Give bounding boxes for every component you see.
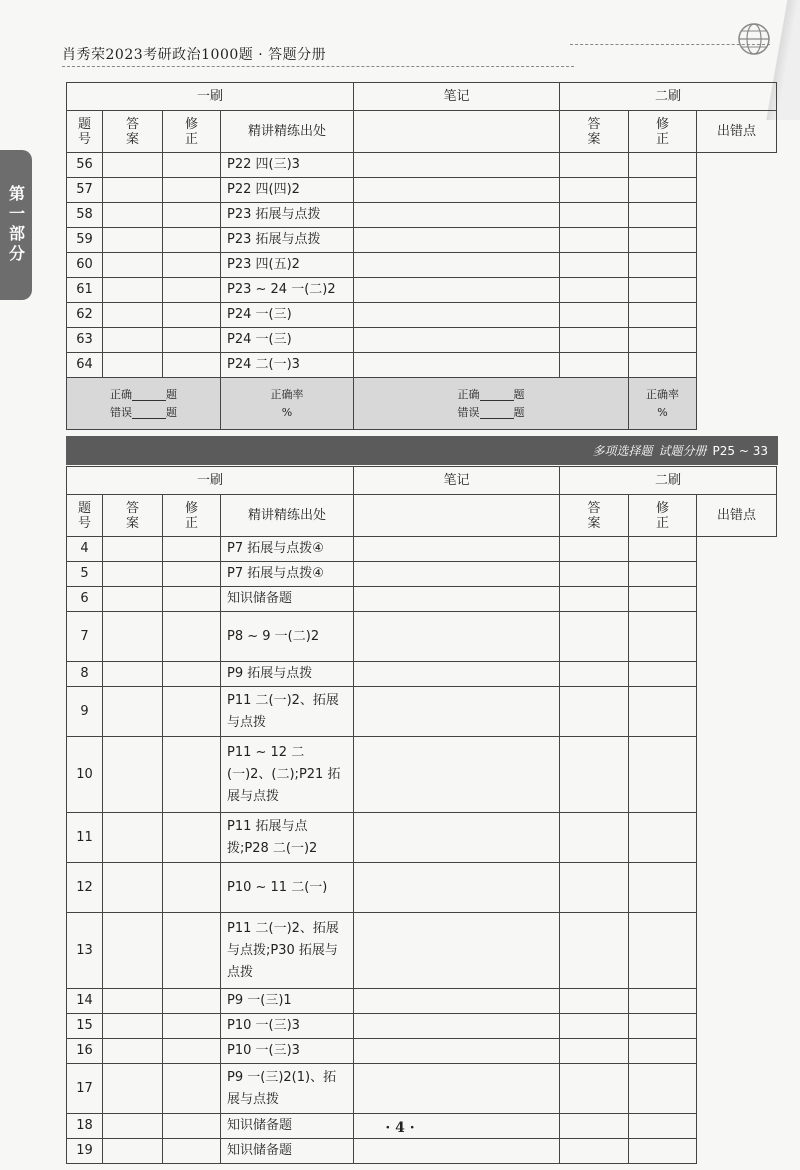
answer-cell-2[interactable] <box>354 1139 560 1164</box>
answer-cell[interactable] <box>103 687 163 737</box>
answer-cell[interactable] <box>103 1064 163 1114</box>
correction-cell[interactable] <box>163 1039 221 1064</box>
correction-cell-2[interactable] <box>560 178 629 203</box>
correction-cell[interactable] <box>163 587 221 612</box>
answer-cell-2[interactable] <box>354 203 560 228</box>
correction-cell[interactable] <box>163 203 221 228</box>
table-row <box>67 587 777 612</box>
correction-cell-2[interactable] <box>560 562 629 587</box>
second-pass-header-2: 二刷 <box>560 467 777 495</box>
correction-cell[interactable] <box>163 737 221 813</box>
question-number: 60 <box>67 253 103 278</box>
source-reference: P23 拓展与点拨 <box>221 228 354 253</box>
notes-area[interactable] <box>354 111 560 153</box>
question-number: 12 <box>67 863 103 913</box>
answer-cell-2[interactable] <box>354 228 560 253</box>
source-header-2: 精讲精练出处 <box>221 495 354 537</box>
error-point-cell[interactable] <box>629 989 697 1014</box>
source-reference: P22 四(四)2 <box>221 178 354 203</box>
source-reference: P9 拓展与点拨 <box>221 662 354 687</box>
second-pass-rate: 正确率 % <box>629 378 697 430</box>
notes-header: 笔记 <box>354 83 560 111</box>
table-row <box>67 1039 777 1064</box>
answer-cell[interactable] <box>103 153 163 178</box>
source-reference: P11 二(一)2、拓展与点拨;P30 拓展与点拨 <box>221 913 354 989</box>
question-number: 15 <box>67 1014 103 1039</box>
correction-cell[interactable] <box>163 863 221 913</box>
correction-cell-2[interactable] <box>560 687 629 737</box>
answer-cell[interactable] <box>103 253 163 278</box>
question-number: 6 <box>67 587 103 612</box>
error-point-cell[interactable] <box>629 562 697 587</box>
question-number: 13 <box>67 913 103 989</box>
source-reference: P10 一(三)3 <box>221 1039 354 1064</box>
error-point-cell[interactable] <box>629 328 697 353</box>
correction-header-2: 修正 <box>656 116 670 147</box>
table-row <box>67 562 777 587</box>
table-row <box>67 913 777 989</box>
answer-cell-2[interactable] <box>354 813 560 863</box>
answer-cell-2[interactable] <box>354 178 560 203</box>
divider-pages: P25 ~ 33 <box>712 443 768 458</box>
second-pass-header: 二刷 <box>560 83 777 111</box>
source-reference: P22 四(三)3 <box>221 153 354 178</box>
table-row <box>67 278 777 303</box>
header-rule <box>62 66 574 67</box>
answer-cell[interactable] <box>103 178 163 203</box>
source-reference: P10 一(三)3 <box>221 1014 354 1039</box>
table-row <box>67 1139 777 1164</box>
answer-cell[interactable] <box>103 303 163 328</box>
answer-cell[interactable] <box>103 278 163 303</box>
correction-cell[interactable] <box>163 278 221 303</box>
error-point-cell[interactable] <box>629 153 697 178</box>
correction-cell[interactable] <box>163 687 221 737</box>
correction-cell[interactable] <box>163 228 221 253</box>
section-divider-bar <box>66 436 778 465</box>
answer-cell-2[interactable] <box>354 687 560 737</box>
answer-cell-2[interactable] <box>354 612 560 662</box>
correction-cell[interactable] <box>163 353 221 378</box>
question-number: 17 <box>67 1064 103 1114</box>
error-point-cell[interactable] <box>629 662 697 687</box>
correction-cell[interactable] <box>163 1014 221 1039</box>
correction-cell[interactable] <box>163 178 221 203</box>
table-row <box>67 353 777 378</box>
error-point-cell[interactable] <box>629 1139 697 1164</box>
answer-cell-2[interactable] <box>354 863 560 913</box>
answer-header: 答案 <box>126 116 140 147</box>
table-row <box>67 612 777 662</box>
answer-table-section-1 <box>66 82 777 430</box>
answer-cell[interactable] <box>103 328 163 353</box>
question-number: 61 <box>67 278 103 303</box>
table-row <box>67 989 777 1014</box>
answer-cell-2[interactable] <box>354 253 560 278</box>
answer-cell-2[interactable] <box>354 913 560 989</box>
error-point-cell[interactable] <box>629 353 697 378</box>
question-number: 56 <box>67 153 103 178</box>
second-pass-count-stats: 正确 题 错误 题 <box>354 378 629 430</box>
answer-cell[interactable] <box>103 203 163 228</box>
correction-cell[interactable] <box>163 253 221 278</box>
answer-cell[interactable] <box>103 813 163 863</box>
source-reference: P11 ~ 12 二(一)2、(二);P21 拓展与点拨 <box>221 737 354 813</box>
question-number: 4 <box>67 537 103 562</box>
first-pass-header-2: 一刷 <box>67 467 354 495</box>
table-row <box>67 303 777 328</box>
correction-cell[interactable] <box>163 1139 221 1164</box>
page-header-title: 肖秀荣2023考研政治1000题 · 答题分册 <box>62 47 327 63</box>
table-row <box>67 813 777 863</box>
correction-cell[interactable] <box>163 662 221 687</box>
question-number: 18 <box>67 1114 103 1139</box>
table-row <box>67 203 777 228</box>
answer-cell-2[interactable] <box>354 303 560 328</box>
correction-cell[interactable] <box>163 913 221 989</box>
source-reference: P23 拓展与点拨 <box>221 203 354 228</box>
error-point-cell[interactable] <box>629 278 697 303</box>
table-row <box>67 863 777 913</box>
error-point-cell[interactable] <box>629 537 697 562</box>
answer-cell[interactable] <box>103 228 163 253</box>
divider-label: 多项选择题 <box>592 444 653 458</box>
correction-cell-2[interactable] <box>560 203 629 228</box>
table-row <box>67 687 777 737</box>
correction-cell-2[interactable] <box>560 328 629 353</box>
answer-cell[interactable] <box>103 562 163 587</box>
answer-cell-2[interactable] <box>354 1039 560 1064</box>
divider-sub: 试题分册 <box>658 444 707 458</box>
error-point-cell[interactable] <box>629 737 697 813</box>
answer-cell[interactable] <box>103 737 163 813</box>
correction-cell-2[interactable] <box>560 737 629 813</box>
table-row <box>67 178 777 203</box>
correction-cell[interactable] <box>163 537 221 562</box>
table-row <box>67 228 777 253</box>
error-point-cell[interactable] <box>629 178 697 203</box>
error-point-cell[interactable] <box>629 687 697 737</box>
answer-cell[interactable] <box>103 537 163 562</box>
question-no-header: 题号 <box>78 116 92 147</box>
correction-cell[interactable] <box>163 153 221 178</box>
correction-cell-2[interactable] <box>560 228 629 253</box>
source-reference: P7 拓展与点拨④ <box>221 562 354 587</box>
question-number: 58 <box>67 203 103 228</box>
answer-cell-2[interactable] <box>354 1014 560 1039</box>
source-reference: P8 ~ 9 一(二)2 <box>221 612 354 662</box>
source-header: 精讲精练出处 <box>221 111 354 153</box>
question-number: 16 <box>67 1039 103 1064</box>
answer-header-3: 答案 <box>126 500 140 531</box>
correction-cell[interactable] <box>163 328 221 353</box>
correction-cell-2[interactable] <box>560 353 629 378</box>
correction-cell[interactable] <box>163 813 221 863</box>
answer-cell-2[interactable] <box>354 353 560 378</box>
correction-cell[interactable] <box>163 612 221 662</box>
answer-cell-2[interactable] <box>354 562 560 587</box>
source-reference: P7 拓展与点拨④ <box>221 537 354 562</box>
source-reference: P9 一(三)2(1)、拓展与点拨 <box>221 1064 354 1114</box>
error-point-cell[interactable] <box>629 303 697 328</box>
source-reference: P23 四(五)2 <box>221 253 354 278</box>
answer-cell-2[interactable] <box>354 278 560 303</box>
question-number: 59 <box>67 228 103 253</box>
table-row <box>67 662 777 687</box>
source-reference: 知识储备题 <box>221 1114 354 1139</box>
page-number: · 4 · <box>385 1120 415 1136</box>
answer-cell[interactable] <box>103 1139 163 1164</box>
correction-cell-2[interactable] <box>560 1139 629 1164</box>
table-row <box>67 328 777 353</box>
correction-header: 修正 <box>185 116 199 147</box>
question-number: 8 <box>67 662 103 687</box>
answer-cell-2[interactable] <box>354 328 560 353</box>
error-point-cell[interactable] <box>629 253 697 278</box>
error-point-cell[interactable] <box>629 1014 697 1039</box>
table-row <box>67 1014 777 1039</box>
correction-cell-2[interactable] <box>560 612 629 662</box>
correction-cell-2[interactable] <box>560 989 629 1014</box>
notes-header-2: 笔记 <box>354 467 560 495</box>
question-number: 62 <box>67 303 103 328</box>
source-reference: P10 ~ 11 二(一) <box>221 863 354 913</box>
table-row <box>67 153 777 178</box>
correction-cell-2[interactable] <box>560 153 629 178</box>
first-pass-rate: 正确率 % <box>221 378 354 430</box>
notes-area-2[interactable] <box>354 495 560 537</box>
section-side-tab: 第一部分 <box>0 150 32 300</box>
error-point-cell[interactable] <box>629 203 697 228</box>
error-point-cell[interactable] <box>629 587 697 612</box>
question-no-header-2: 题号 <box>78 500 92 531</box>
error-point-cell[interactable] <box>629 1039 697 1064</box>
error-point-header-2: 出错点 <box>697 495 777 537</box>
question-number: 19 <box>67 1139 103 1164</box>
answer-cell[interactable] <box>103 989 163 1014</box>
answer-cell[interactable] <box>103 612 163 662</box>
error-point-cell[interactable] <box>629 863 697 913</box>
answer-table-section-2 <box>66 466 777 1164</box>
answer-cell[interactable] <box>103 587 163 612</box>
answer-cell[interactable] <box>103 353 163 378</box>
correction-header-4: 修正 <box>656 500 670 531</box>
error-point-cell[interactable] <box>629 612 697 662</box>
question-number: 57 <box>67 178 103 203</box>
correction-cell-2[interactable] <box>560 1014 629 1039</box>
question-number: 10 <box>67 737 103 813</box>
question-number: 7 <box>67 612 103 662</box>
source-reference: P23 ~ 24 一(二)2 <box>221 278 354 303</box>
correction-cell-2[interactable] <box>560 253 629 278</box>
error-point-header: 出错点 <box>697 111 777 153</box>
question-number: 64 <box>67 353 103 378</box>
answer-cell[interactable] <box>103 913 163 989</box>
table-row <box>67 1064 777 1114</box>
question-number: 63 <box>67 328 103 353</box>
answer-cell[interactable] <box>103 1039 163 1064</box>
source-reference: P24 二(一)3 <box>221 353 354 378</box>
correction-cell-2[interactable] <box>560 863 629 913</box>
correction-cell-2[interactable] <box>560 587 629 612</box>
question-number: 9 <box>67 687 103 737</box>
table-row <box>67 253 777 278</box>
source-reference: P11 拓展与点拨;P28 二(一)2 <box>221 813 354 863</box>
question-number: 14 <box>67 989 103 1014</box>
correction-cell-2[interactable] <box>560 278 629 303</box>
correction-cell-2[interactable] <box>560 913 629 989</box>
correction-cell-2[interactable] <box>560 1039 629 1064</box>
correction-cell-2[interactable] <box>560 303 629 328</box>
table-row <box>67 737 777 813</box>
answer-cell-2[interactable] <box>354 587 560 612</box>
source-reference: P24 一(三) <box>221 303 354 328</box>
error-point-cell[interactable] <box>629 913 697 989</box>
first-pass-header: 一刷 <box>67 83 354 111</box>
error-point-cell[interactable] <box>629 1064 697 1114</box>
source-reference: P9 一(三)1 <box>221 989 354 1014</box>
source-reference: 知识储备题 <box>221 587 354 612</box>
correction-cell-2[interactable] <box>560 1064 629 1114</box>
correction-cell-2[interactable] <box>560 813 629 863</box>
answer-cell-2[interactable] <box>354 153 560 178</box>
source-reference: P11 二(一)2、拓展与点拨 <box>221 687 354 737</box>
source-reference: P24 一(三) <box>221 328 354 353</box>
answer-cell-2[interactable] <box>354 989 560 1014</box>
table-row <box>67 537 777 562</box>
globe-logo-icon <box>737 22 771 56</box>
answer-cell-2[interactable] <box>354 662 560 687</box>
error-point-cell[interactable] <box>629 813 697 863</box>
correction-cell-2[interactable] <box>560 537 629 562</box>
answer-cell-2[interactable] <box>354 737 560 813</box>
correction-cell[interactable] <box>163 1064 221 1114</box>
question-number: 5 <box>67 562 103 587</box>
correction-cell[interactable] <box>163 562 221 587</box>
question-number: 11 <box>67 813 103 863</box>
answer-cell[interactable] <box>103 863 163 913</box>
source-reference: 知识储备题 <box>221 1139 354 1164</box>
answer-cell-2[interactable] <box>354 1064 560 1114</box>
answer-cell[interactable] <box>103 662 163 687</box>
answer-cell-2[interactable] <box>354 537 560 562</box>
first-pass-count-stats: 正确 题 错误 题 <box>67 378 221 430</box>
answer-header-2: 答案 <box>587 116 601 147</box>
answer-cell[interactable] <box>103 1014 163 1039</box>
correction-cell-2[interactable] <box>560 662 629 687</box>
correction-cell[interactable] <box>163 989 221 1014</box>
correction-header-3: 修正 <box>185 500 199 531</box>
error-point-cell[interactable] <box>629 228 697 253</box>
correction-cell[interactable] <box>163 303 221 328</box>
answer-header-4: 答案 <box>587 500 601 531</box>
